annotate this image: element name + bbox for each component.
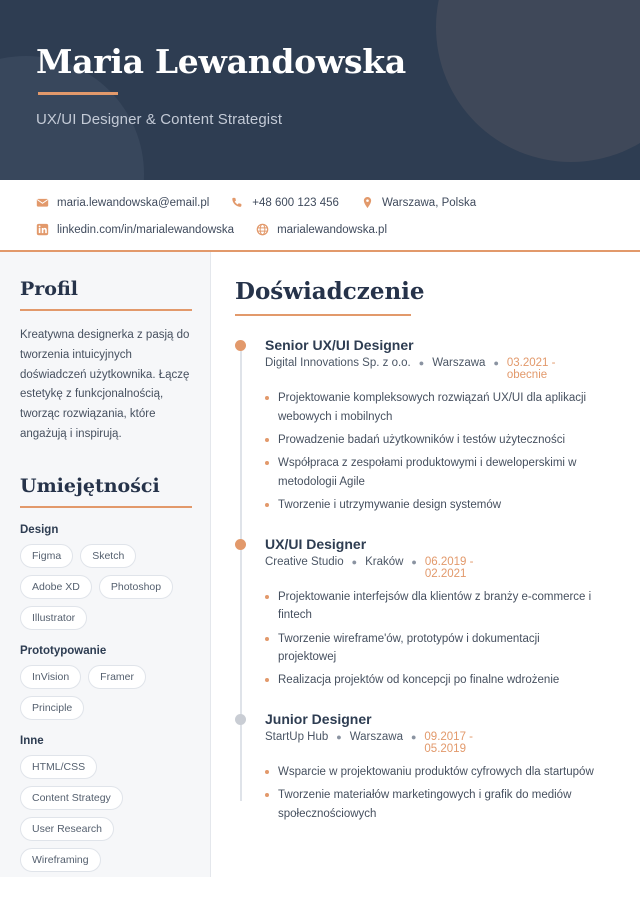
job-title: UX/UI Designer	[265, 535, 367, 552]
job-responsibility-item: Tworzenie i utrzymywanie design systemów	[265, 496, 597, 514]
experience-heading-underline	[235, 314, 411, 316]
linkedin-icon	[36, 223, 49, 236]
skill-pill[interactable]: Illustrator	[20, 606, 87, 630]
skill-pill[interactable]: Principle	[20, 696, 84, 720]
skill-group	[20, 524, 192, 630]
contact-linkedin-text: linkedin.com/in/marialewandowska	[57, 223, 235, 236]
profile-heading: Profil	[20, 278, 79, 300]
timeline-dot	[235, 539, 246, 550]
contact-website[interactable]	[256, 223, 387, 236]
job-meta	[265, 556, 605, 580]
job-responsibility-item: Tworzenie materiałów marketingowych i grafik do mediów społecznościowych	[265, 786, 597, 823]
skill-pill[interactable]: Sketch	[80, 544, 136, 568]
contact-location	[361, 196, 476, 209]
job-responsibility-item: Tworzenie wireframe'ów, prototypów i dokumentacji projektowej	[265, 630, 597, 667]
job-responsibility-item: Projektowanie kompleksowych rozwiązań UX/UI dla aplikacji webowych i mobilnych	[265, 389, 597, 426]
meta-separator: ●	[411, 556, 417, 567]
job-company: Creative Studio	[265, 555, 344, 568]
skill-category-label: Design	[20, 523, 59, 536]
meta-separator: ●	[336, 731, 342, 742]
location-pin-icon	[361, 196, 374, 209]
skill-pill[interactable]: Adobe XD	[20, 575, 92, 599]
skill-pill-list	[20, 544, 192, 630]
skill-pill-list	[20, 755, 192, 872]
skill-pill-list	[20, 665, 192, 720]
timeline-line	[240, 724, 242, 801]
contact-location-text: Warszawa, Polska	[381, 196, 477, 209]
job-responsibility-item: Wsparcie w projektowaniu produktów cyfrowych dla startupów	[265, 763, 597, 781]
job-date-range: 09.2017 - 05.2019	[424, 730, 474, 755]
skill-category-label: Inne	[20, 734, 44, 747]
job-date-range: 03.2021 - obecnie	[506, 357, 556, 382]
experience-timeline	[235, 336, 618, 823]
contact-row-secondary	[36, 223, 604, 236]
meta-separator: ●	[410, 731, 417, 742]
contact-linkedin[interactable]	[36, 223, 234, 236]
job-company: StartUp Hub	[265, 730, 329, 743]
job-meta	[265, 357, 605, 381]
resume-body	[0, 252, 640, 877]
page-title: Maria Lewandowska	[36, 42, 406, 81]
contact-email-text: maria.lewandowska@email.pl	[57, 196, 210, 209]
job-responsibility-list	[265, 763, 618, 823]
experience-entry	[235, 336, 618, 535]
globe-icon	[256, 223, 269, 236]
main-column	[211, 252, 640, 877]
resume-header	[0, 0, 640, 180]
experience-heading: Doświadczenie	[235, 278, 425, 305]
job-responsibility-item: Współpraca z zespołami produktowymi i deweloperskimi w metodologii Agile	[265, 454, 597, 491]
envelope-icon	[36, 196, 49, 209]
job-title: Senior UX/UI Designer	[265, 337, 414, 353]
timeline-line	[240, 549, 242, 716]
job-responsibility-item: Realizacja projektów od koncepcji po finalne wdrożenie	[265, 671, 597, 689]
skills-heading-underline	[20, 506, 192, 508]
timeline-line	[240, 350, 242, 541]
job-responsibility-list	[265, 389, 618, 514]
experience-entry	[235, 710, 618, 823]
skill-pill[interactable]: Framer	[88, 665, 146, 689]
contact-row-primary	[36, 196, 604, 209]
skill-groups	[20, 524, 192, 872]
skill-pill[interactable]: InVision	[20, 665, 81, 689]
timeline-dot	[235, 714, 246, 725]
profile-heading-underline	[20, 309, 192, 311]
experience-entry	[235, 535, 618, 710]
professional-subtitle: UX/UI Designer & Content Strategist	[36, 111, 283, 129]
skills-section	[20, 475, 192, 872]
meta-separator: ●	[418, 358, 425, 369]
contact-email[interactable]	[36, 196, 209, 209]
title-underline	[38, 92, 118, 95]
job-responsibility-list	[265, 588, 618, 690]
profile-section	[20, 278, 192, 445]
skill-group	[20, 645, 192, 720]
skill-pill[interactable]: Figma	[20, 544, 73, 568]
job-date-range: 06.2019 - 02.2021	[424, 555, 474, 580]
meta-separator: ●	[493, 358, 499, 369]
skill-pill[interactable]: User Research	[20, 817, 114, 841]
contact-phone[interactable]	[231, 196, 339, 209]
profile-text: Kreatywna designerka z pasją do tworzenia intuicyjnych doświadczeń użytkownika. Łączę estetykę z funkcjonalnością, tworząc rozwiązania, które angażują i inspirują.	[20, 329, 190, 440]
job-company: Digital Innovations Sp. z o.o.	[265, 357, 411, 370]
timeline-dot	[235, 340, 246, 351]
skill-category-label: Prototypowanie	[20, 644, 107, 657]
skill-group	[20, 735, 192, 872]
skill-pill[interactable]: Content Strategy	[20, 786, 123, 810]
job-responsibility-item: Projektowanie interfejsów dla klientów z branży e-commerce i fintech	[265, 588, 597, 625]
contact-website-text: marialewandowska.pl	[277, 223, 388, 236]
job-title: Junior Designer	[265, 710, 372, 727]
contact-phone-text: +48 600 123 456	[252, 196, 339, 209]
phone-icon	[231, 196, 244, 209]
skill-pill[interactable]: Wireframing	[20, 848, 101, 872]
skill-pill[interactable]: HTML/CSS	[20, 755, 97, 779]
sidebar	[0, 252, 211, 877]
job-location: Kraków	[365, 555, 404, 568]
job-location: Warszawa	[349, 730, 403, 743]
skill-pill[interactable]: Photoshop	[99, 575, 173, 599]
job-meta	[265, 731, 605, 755]
contact-bar	[0, 180, 640, 252]
meta-separator: ●	[351, 556, 358, 567]
job-responsibility-item: Prowadzenie badań użytkowników i testów użyteczności	[265, 431, 597, 449]
skills-heading: Umiejętności	[20, 474, 160, 497]
job-location: Warszawa	[432, 357, 486, 370]
